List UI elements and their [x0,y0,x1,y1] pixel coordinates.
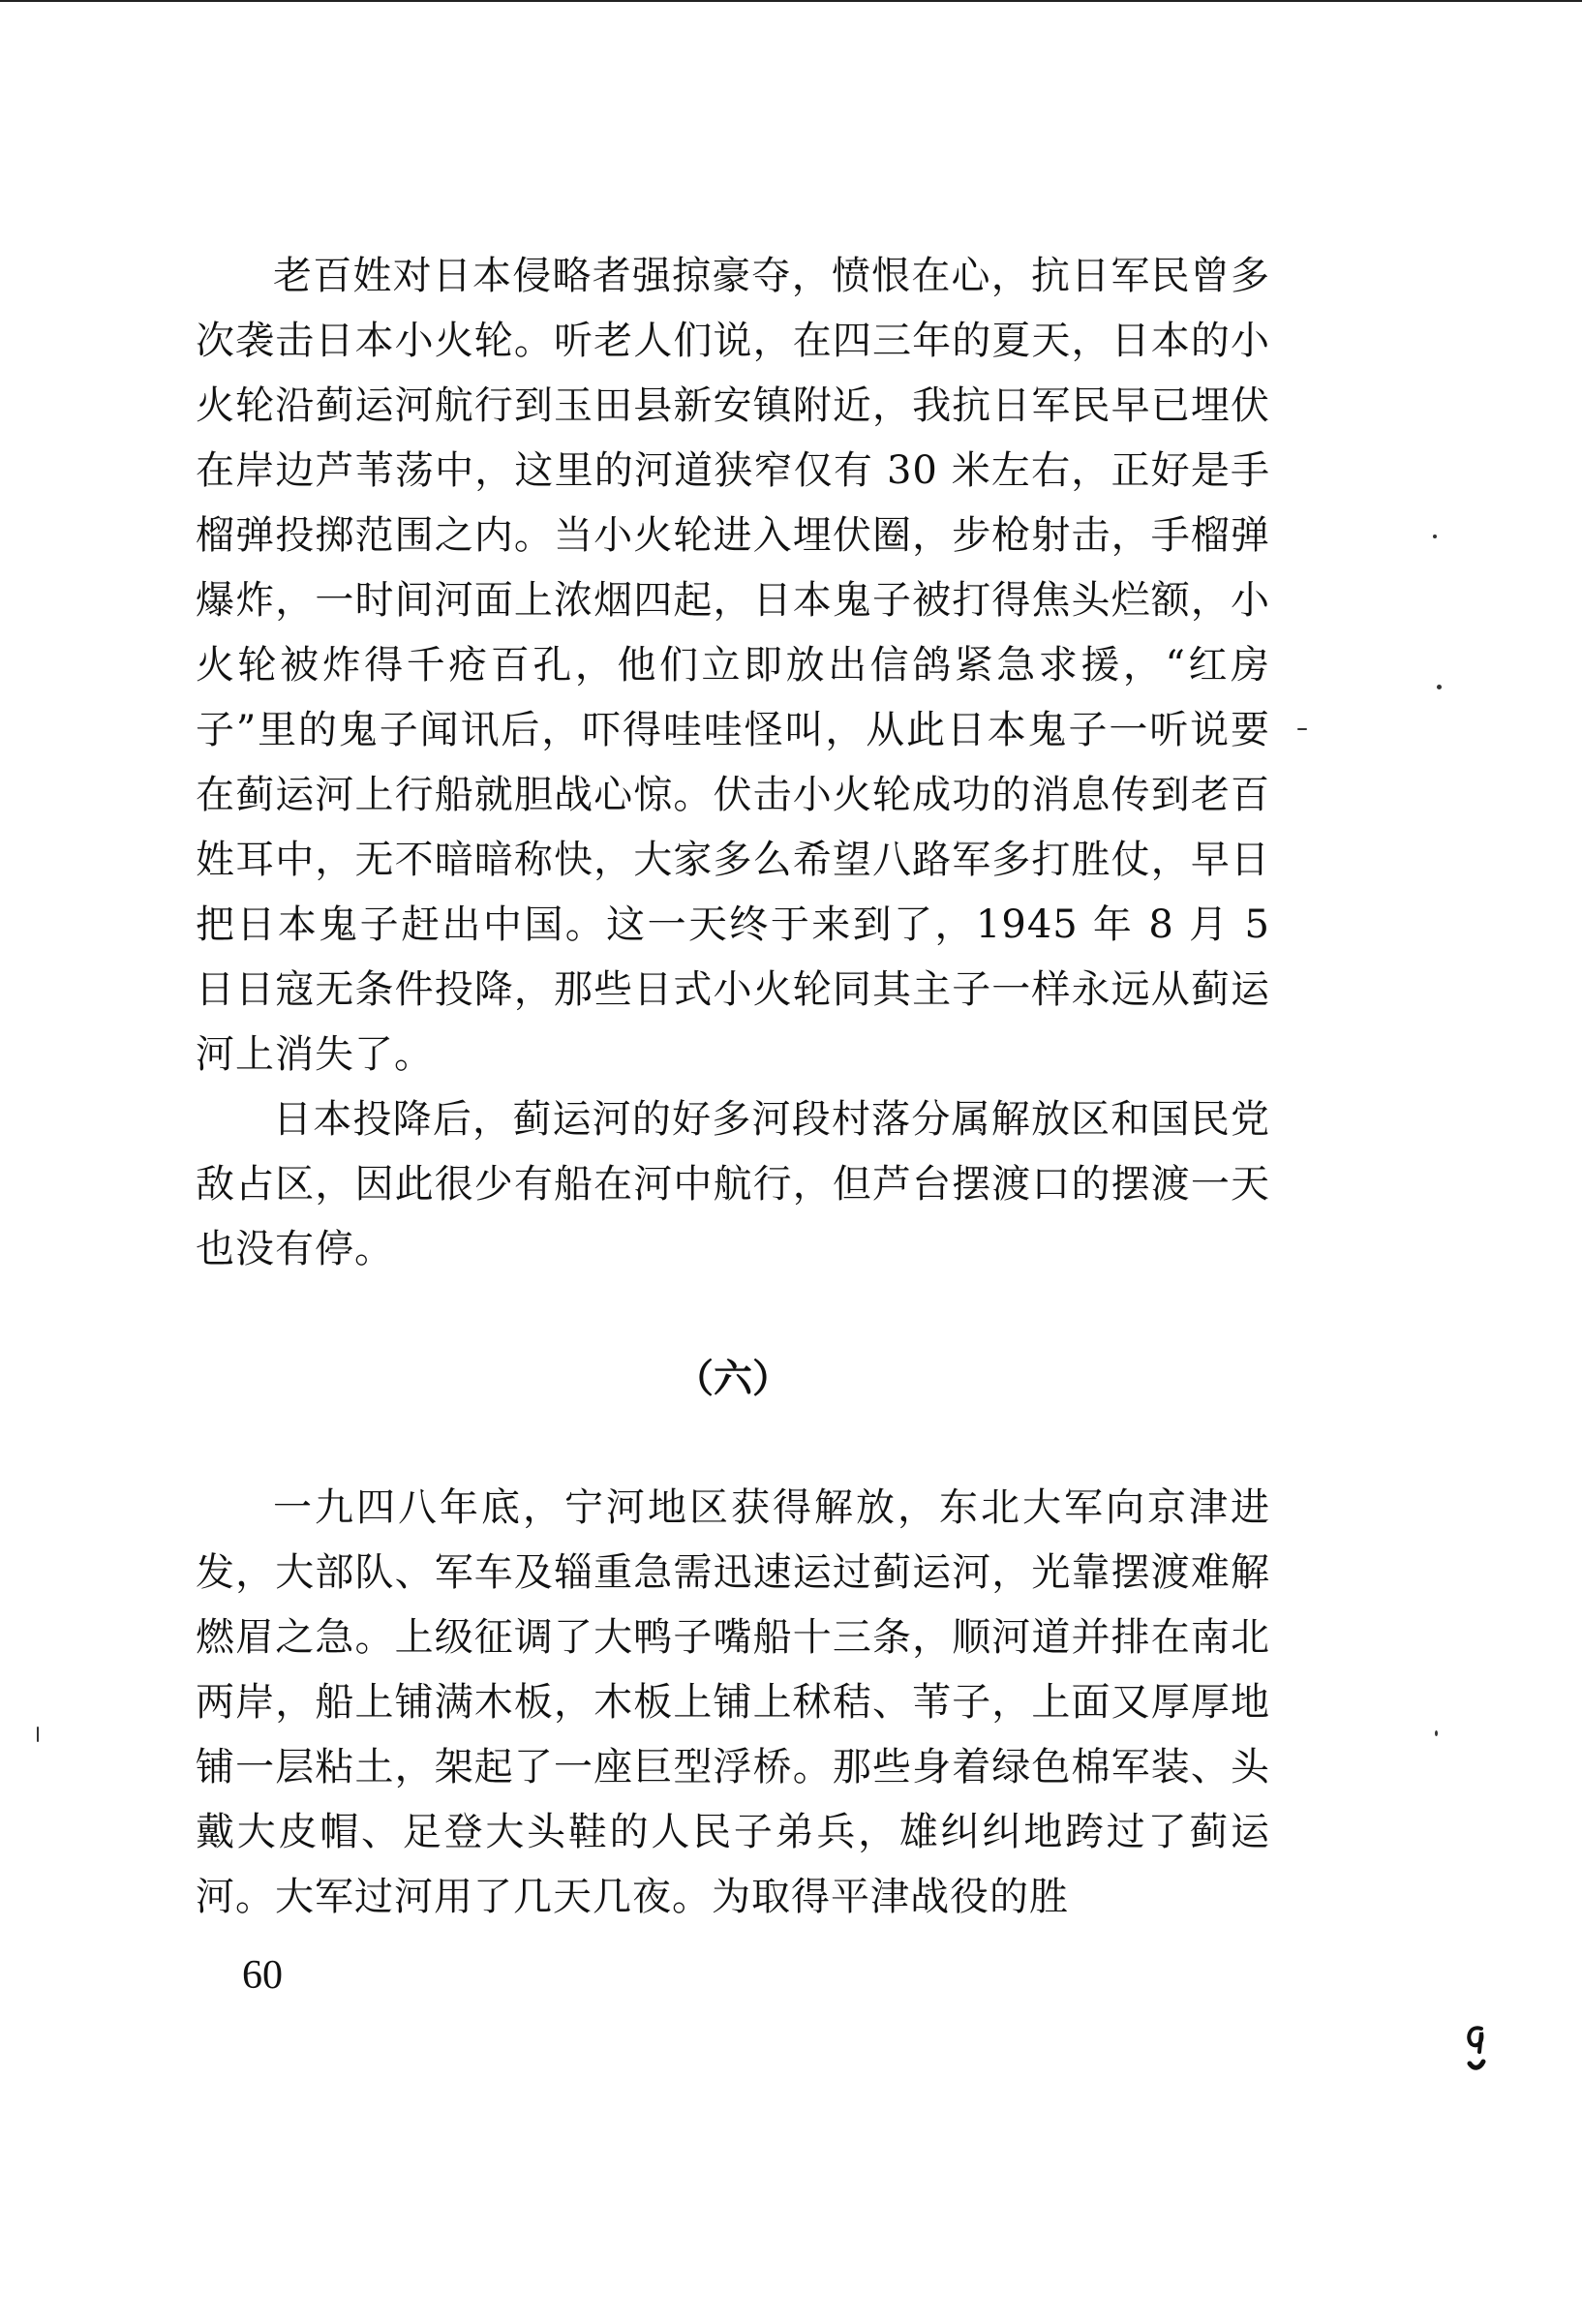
paragraph-after-surrender: 日本投降后，蓟运河的好多河段村落分属解放区和国民党敌占区，因此很少有船在河中航行，但芦台摆渡口的摆渡一天也没有停。 [196,1097,1270,1271]
scan-speck [1437,685,1442,689]
scan-speck [37,1727,39,1742]
margin-handwritten-mark [1460,2019,1489,2077]
scan-speck [1433,535,1437,538]
scan-speck [1435,1730,1438,1736]
scan-speck [1297,728,1307,730]
page-number: 60 [242,1953,283,1998]
paragraph-pontoon-bridge: 一九四八年底，宁河地区获得解放，东北大军向京津进发，大部队、军车及辎重急需迅速运过蓟运河，光靠摆渡难解燃眉之急。上级征调了大鸭子嘴船十三条，顺河道并排在南北两岸，船上铺满木板，木板上铺上秫秸、苇子，上面又厚厚地铺一层粘土，架起了一座巨型浮桥。那些身着绿色棉军装、头戴大皮帽、足登大头鞋的人民子弟兵，雄纠纠地跨过了蓟运河。大军过河用了几天几夜。为取得平津战役的胜 [196,1485,1270,1919]
top-border-rule [0,0,1582,2]
page-body [196,244,1270,1930]
paragraph-ambush: 老百姓对日本侵略者强掠豪夺，愤恨在心，抗日军民曾多次袭击日本小火轮。听老人们说，在四三年的夏天，日本的小火轮沿蓟运河航行到玉田县新安镇附近，我抗日军民早已埋伏在岸边芦苇荡中，这里的河道狭窄仅有 30 米左右，正好是手榴弹投掷范围之内。当小火轮进入埋伏圈，步枪射击，手榴弹爆炸，一时间河面上浓烟四起，日本鬼子被打得焦头烂额，小火轮被炸得千疮百孔，他们立即放出信鸽紧急求援，“红房子”里的鬼子闻讯后，吓得哇哇怪叫，从此日本鬼子一听说要在蓟运河上行船就胆战心惊。伏击小火轮成功的消息传到老百姓耳中，无不暗暗称快，大家多么希望八路军多打胜仗，早日把日本鬼子赶出中国。这一天终于来到了，1945 年 8 月 5 日日寇无条件投降，那些日式小火轮同其主子一样永远从蓟运河上消失了。 [196,254,1270,1077]
section-heading: （六） [675,1356,791,1401]
